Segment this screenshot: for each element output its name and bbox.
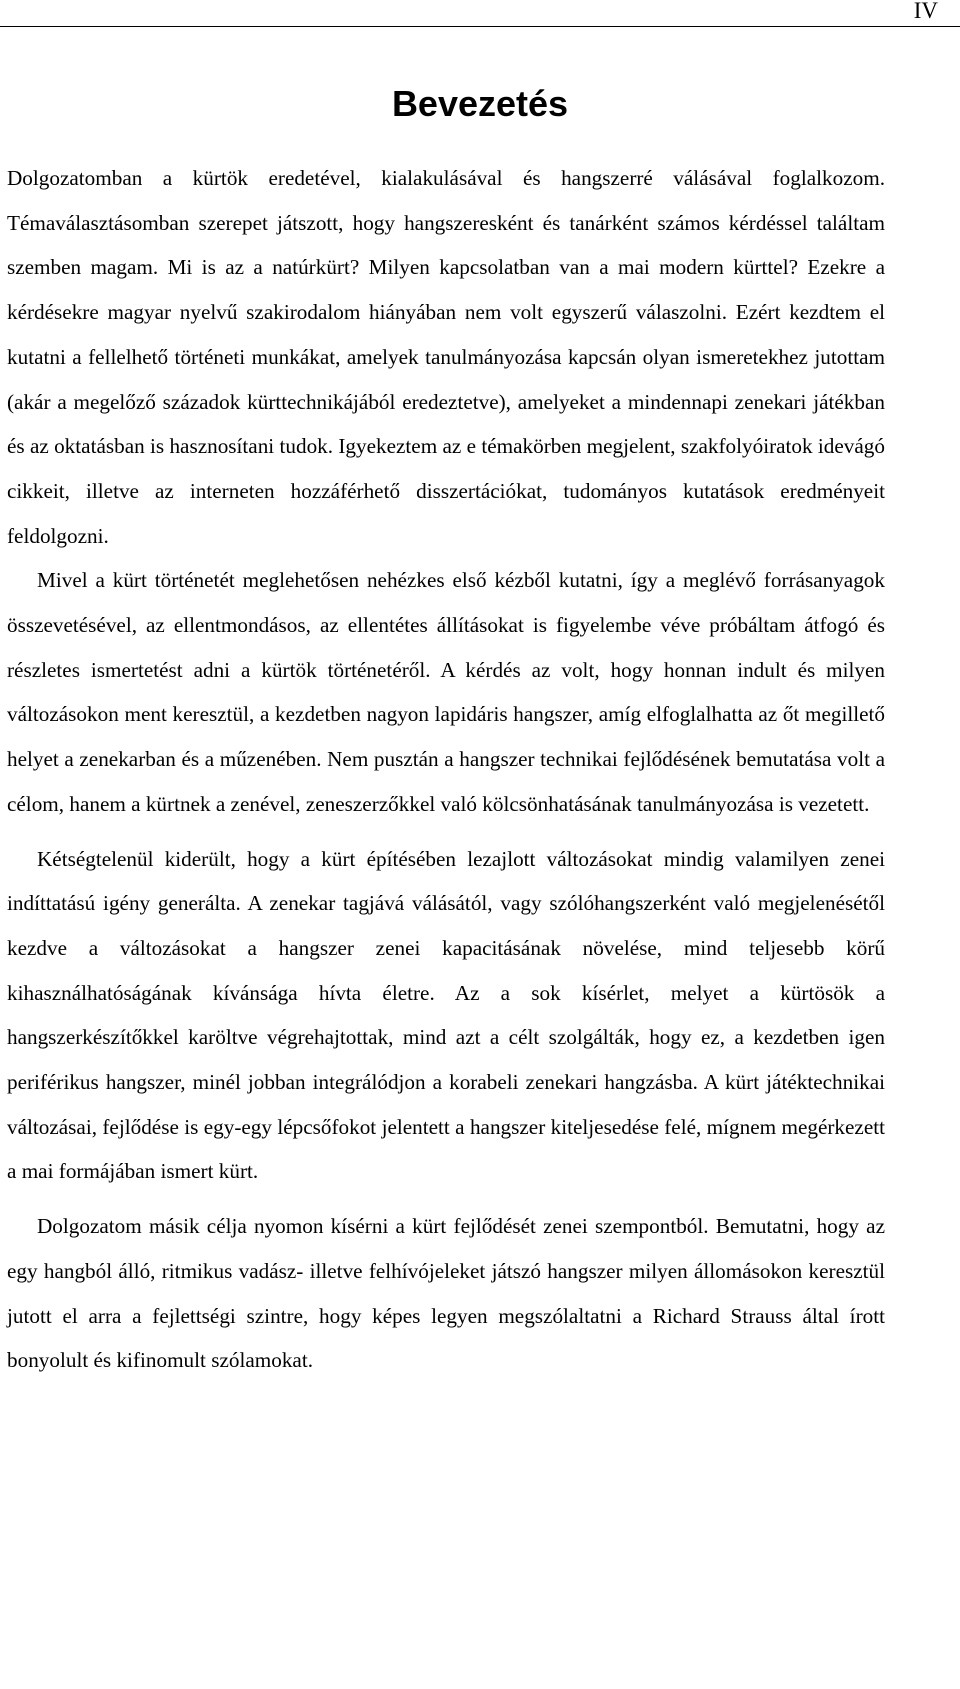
page-number: IV [913, 0, 938, 23]
body-text [7, 156, 885, 1383]
page-title: Bevezetés [391, 83, 569, 124]
paragraph-1: Dolgozatomban a kürtök eredetével, kialakulásával és hangszerré válásával foglalkozom. Témaválasztásomban szerepet játszott, hogy hangszeresként és tanárként számos kérdéssel találtam szemben magam. Mi is az a natúrkürt? Milyen kapcsolatban van a mai modern kürttel? Ezekre a kérdésekre magyar nyelvű szakirodalom hiányában nem volt egyszerű válaszolni. Ezért kezdtem el kutatni a fellelhető történeti munkákat, amelyek tanulmányozása kapcsán olyan ismeretekhez jutottam (akár a megelőző századok kürttechnikájából eredeztetve), amelyeket a mindennapi zenekari játékban és az oktatásban is hasznosítani tudok. Igyekeztem az e témakörben megjelent, szakfolyóiratok idevágó cikkeit, illetve az interneten hozzáférhető disszertációkat, tudományos kutatások eredményeit feldolgozni. [7, 166, 885, 548]
header-rule [0, 26, 960, 27]
paragraph-2: Mivel a kürt történetét meglehetősen nehézkes első kézből kutatni, így a meglévő forrásanyagok összevetésével, az ellentmondásos, az ellentétes állításokat is figyelembe véve próbáltam átfogó és részletes ismertetést adni a kürtök történetéről. A kérdés az volt, hogy honnan indult és milyen változásokon ment keresztül, a kezdetben nagyon lapidáris hangszer, amíg elfoglalhatta az őt megillető helyet a zenekarban és a műzenében. Nem pusztán a hangszer technikai fejlődésének bemutatása volt a célom, hanem a kürtnek a zenével, zeneszerzőkkel való kölcsönhatásának tanulmányozása is vezetett. [7, 568, 885, 816]
paragraph-4: Dolgozatom másik célja nyomon kísérni a kürt fejlődését zenei szempontból. Bemutatni, hogy az egy hangból álló, ritmikus vadász- illetve felhívójeleket játszó hangszer milyen állomásokon keresztül jutott el arra a fejlettségi szintre, hogy képes legyen megszólaltatni a Richard Strauss által írott bonyolult és kifinomult szólamokat. [7, 1214, 885, 1373]
paragraph-3: Kétségtelenül kiderült, hogy a kürt építésében lezajlott változásokat mindig valamilyen zenei indíttatású igény generálta. A zenekar tagjává válásától, vagy szólóhangszerként való megjelenésétől kezdve a változásokat a hangszer zenei kapacitásának növelése, mind teljesebb körű kihasználhatóságának kívánsága hívta életre. Az a sok kísérlet, melyet a kürtösök a hangszerkészítőkkel karöltve végrehajtottak, mind azt a célt szolgálták, hogy ez, a kezdetben igen periférikus hangszer, minél jobban integrálódjon a korabeli zenekari hangzásba. A kürt játéktechnikai változásai, fejlődése is egy-egy lépcsőfokot jelentett a hangszer kiteljesedése felé, mígnem megérkezett a mai formájában ismert kürt. [7, 846, 885, 1184]
